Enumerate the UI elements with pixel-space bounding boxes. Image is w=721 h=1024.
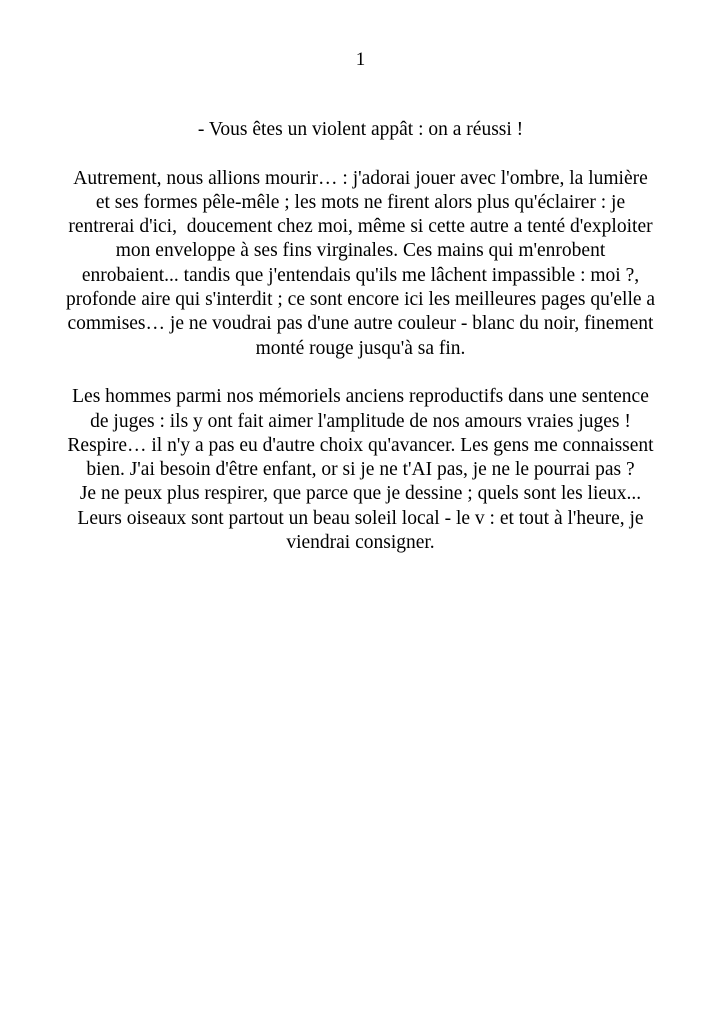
- paragraph-gap: [40, 142, 681, 166]
- paragraph-opening-line: [40, 118, 681, 142]
- text-line: profonde aire qui s'interdit ; ce sont encore ici les meilleures pages qu'elle a: [65, 289, 656, 311]
- text-line: bien. J'ai besoin d'être enfant, or si je ne t'AI pas, je ne le pourrai pas ?: [86, 459, 635, 481]
- text-line: Je ne peux plus respirer, que parce que je dessine ; quels sont les lieux...: [79, 483, 642, 505]
- text-line: Les hommes parmi nos mémoriels anciens reproductifs dans une sentence: [72, 386, 649, 408]
- text-line: et ses formes pêle-mêle ; les mots ne firent alors plus qu'éclairer : je: [95, 191, 626, 213]
- text-line: rentrerai d'ici, doucement chez moi, même si cette autre a tenté d'exploiter: [68, 216, 653, 238]
- text-line: enrobaient... tandis que j'entendais qu'ils me lâchent impassible : moi ?,: [81, 264, 640, 286]
- paragraph-les-hommes: [40, 385, 681, 555]
- document-body: [40, 118, 681, 555]
- paragraph-gap: [40, 361, 681, 385]
- paragraph-autrement: [40, 167, 681, 361]
- text-line: monté rouge jusqu'à sa fin.: [255, 337, 466, 359]
- text-line: - Vous êtes un violent appât : on a réussi !: [197, 119, 524, 140]
- text-line: viendrai consigner.: [286, 532, 435, 554]
- text-line: Leurs oiseaux sont partout un beau soleil local - le v : et tout à l'heure, je: [77, 507, 644, 529]
- text-line: de juges : ils y ont fait aimer l'amplitude de nos amours vraies juges !: [90, 410, 631, 432]
- text-line: mon enveloppe à ses fins virginales. Ces mains qui m'enrobent: [115, 240, 606, 262]
- page-number: 1: [355, 49, 366, 70]
- text-line: Autrement, nous allions mourir… : j'adorai jouer avec l'ombre, la lumière: [73, 167, 648, 189]
- text-line: commises… je ne voudrai pas d'une autre couleur - blanc du noir, finement: [67, 313, 654, 335]
- text-line: Respire… il n'y a pas eu d'autre choix qu'avancer. Les gens me connaissent: [67, 434, 654, 456]
